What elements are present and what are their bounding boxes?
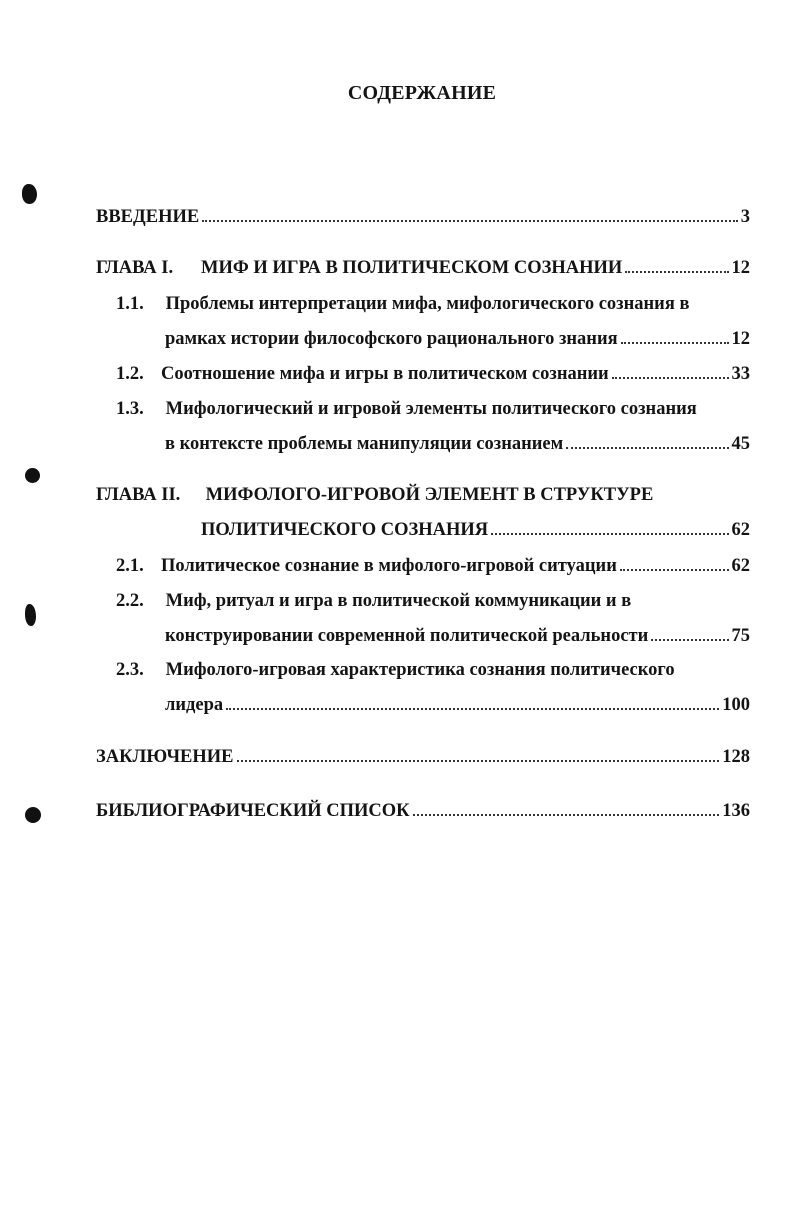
- toc-entry-text: конструировании современной политической реальности: [165, 626, 649, 646]
- section-number: 2.1.: [116, 556, 144, 576]
- toc-entry-text: Мифологический и игровой элементы политического сознания: [165, 399, 697, 419]
- toc-entry-text: Миф, ритуал и игра в политической коммуникации и в: [165, 591, 632, 611]
- toc-page-number: 45: [731, 434, 750, 454]
- leader-dots: [237, 760, 720, 762]
- toc-entry-section-2-2: [116, 592, 750, 611]
- toc-page-number: 62: [731, 520, 750, 540]
- toc-entry-bibliography: [96, 802, 750, 821]
- section-number: 1.1.: [116, 294, 144, 314]
- toc-page-number: 100: [722, 695, 750, 715]
- chapter-label: ГЛАВА II.: [96, 485, 181, 505]
- toc-entry-text: Политическое сознание в мифолого-игровой ситуации: [161, 556, 617, 576]
- toc-entry-text: лидера: [165, 695, 224, 715]
- toc-entry-text: в контексте проблемы манипуляции сознанием: [165, 434, 564, 454]
- chapter-label: ГЛАВА I.: [96, 258, 174, 278]
- toc-entry-text: Мифолого-игровая характеристика сознания политического: [165, 660, 675, 680]
- toc-entry-section-2-2-cont: [165, 627, 750, 646]
- binder-hole-mark: [25, 468, 40, 483]
- toc-entry-text: Соотношение мифа и игры в политическом сознании: [161, 364, 609, 384]
- toc-entry-chapter-2: [96, 486, 750, 505]
- toc-page-number: 128: [722, 747, 750, 767]
- toc-entry-section-1-1: [116, 295, 750, 314]
- toc-page-number: 62: [731, 556, 750, 576]
- binder-hole-mark: [22, 184, 37, 204]
- toc-entry-text: БИБЛИОГРАФИЧЕСКИЙ СПИСОК: [96, 801, 410, 821]
- section-number: 2.3.: [116, 660, 144, 680]
- toc-page-number: 33: [731, 364, 750, 384]
- leader-dots: [651, 639, 728, 641]
- toc-entry-conclusion: [96, 748, 750, 767]
- toc-entry-chapter-2-cont: [201, 521, 750, 540]
- toc-page-number: 136: [722, 801, 750, 821]
- leader-dots: [491, 533, 728, 535]
- binder-hole-mark: [25, 604, 36, 626]
- toc-page-number: 12: [731, 258, 750, 278]
- toc-entry-section-1-1-cont: [165, 330, 750, 349]
- toc-page-number: 75: [731, 626, 750, 646]
- toc-entry-text: МИФ И ИГРА В ПОЛИТИЧЕСКОМ СОЗНАНИИ: [201, 258, 623, 278]
- leader-dots: [226, 708, 719, 710]
- toc-entry-text: ВВЕДЕНИЕ: [96, 207, 200, 227]
- toc-entry-section-2-3: [116, 661, 750, 680]
- toc-entry-text: МИФОЛОГО-ИГРОВОЙ ЭЛЕМЕНТ В СТРУКТУРЕ: [205, 485, 654, 505]
- toc-page-number: 12: [731, 329, 750, 349]
- toc-page-number: 3: [740, 207, 750, 227]
- toc-entry-text: ПОЛИТИЧЕСКОГО СОЗНАНИЯ: [201, 520, 489, 540]
- page-title: СОДЕРЖАНИЕ: [347, 82, 497, 104]
- toc-entry-section-2-3-cont: [165, 696, 750, 715]
- leader-dots: [413, 814, 720, 816]
- leader-dots: [202, 220, 738, 222]
- section-number: 1.2.: [116, 364, 144, 384]
- toc-entry-chapter-1: [96, 259, 750, 278]
- leader-dots: [625, 271, 728, 273]
- section-number: 1.3.: [116, 399, 144, 419]
- toc-entry-text: рамках истории философского рационального знания: [165, 329, 618, 349]
- toc-entry-section-2-1: [116, 557, 750, 576]
- toc-entry-text: ЗАКЛЮЧЕНИЕ: [96, 747, 234, 767]
- leader-dots: [566, 447, 728, 449]
- binder-hole-mark: [25, 807, 41, 823]
- leader-dots: [620, 569, 729, 571]
- toc-entry-section-1-2: [116, 365, 750, 384]
- leader-dots: [621, 342, 729, 344]
- toc-entry-section-1-3-cont: [165, 435, 750, 454]
- toc-entry-text: Проблемы интерпретации мифа, мифологического сознания в: [165, 294, 690, 314]
- toc-entry-intro: [96, 208, 750, 227]
- leader-dots: [612, 377, 729, 379]
- section-number: 2.2.: [116, 591, 144, 611]
- toc-entry-section-1-3: [116, 400, 750, 419]
